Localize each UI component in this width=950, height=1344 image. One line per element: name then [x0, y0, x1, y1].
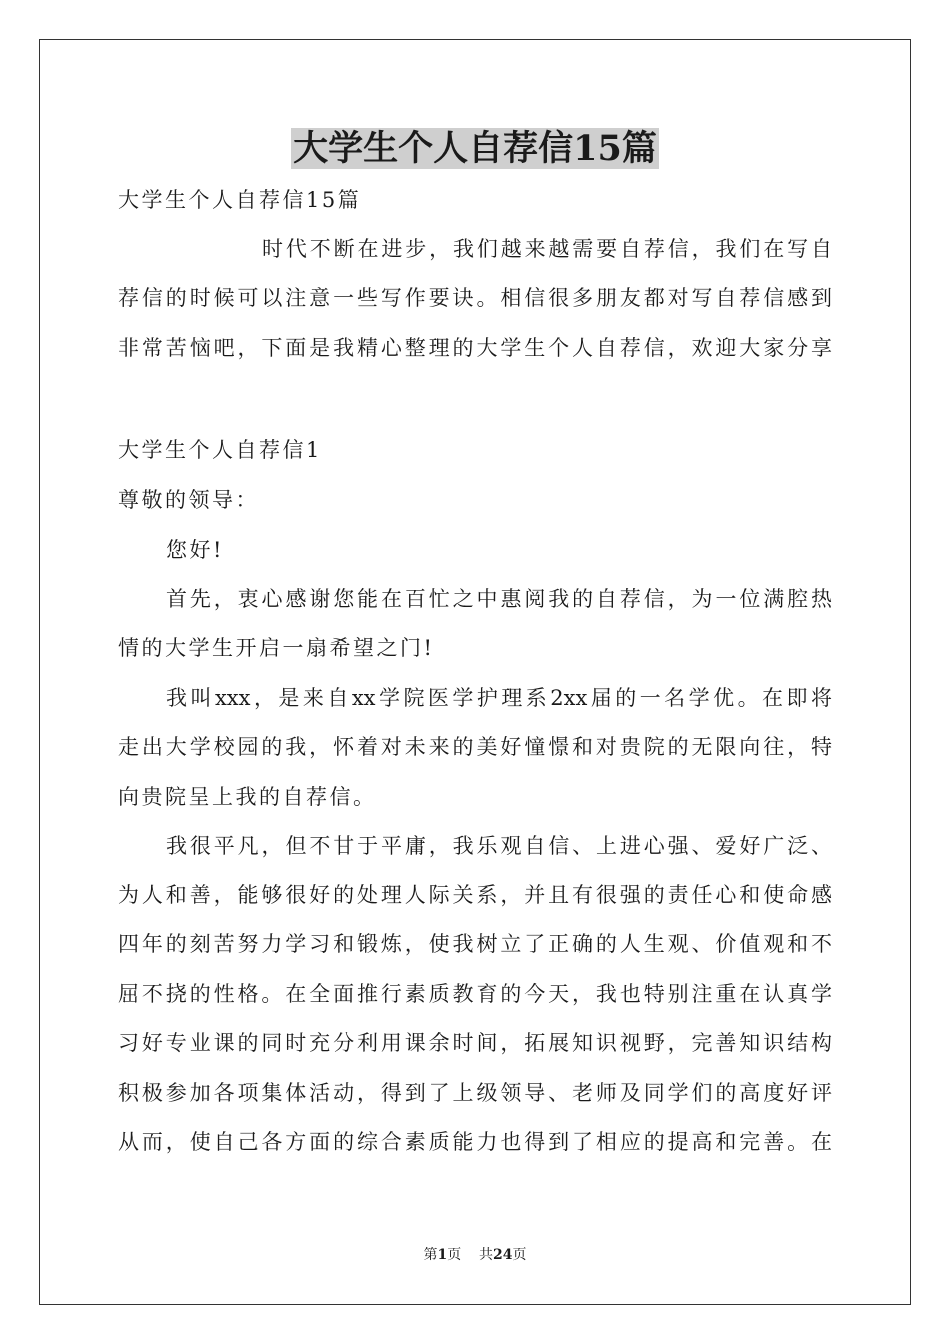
greeting: 您好! [166, 538, 224, 562]
paragraph-1-line-1: 首先，衷心感谢您能在百忙之中惠阅我的自荐信，为一位满腔热 [166, 587, 832, 611]
section-heading: 大学生个人自荐信1 [118, 438, 322, 462]
document-title-text: 大学生个人自荐信15篇 [293, 128, 657, 169]
paragraph-3-line-4: 屈不挠的性格。在全面推行素质教育的今天，我也特别注重在认真学 [118, 982, 832, 1006]
paragraph-2-line-1: 我叫xxx，是来自xx学院医学护理系2xx届的一名学优。在即将 [166, 686, 832, 710]
paragraph-3-line-6: 积极参加各项集体活动，得到了上级领导、老师及同学们的高度好评 [118, 1081, 832, 1105]
paragraph-1-line-2: 情的大学生开启一扇希望之门! [118, 636, 435, 660]
paragraph-3-line-1: 我很平凡，但不甘于平庸，我乐观自信、上进心强、爱好广泛、 [166, 834, 832, 858]
footer-page-suffix: 页 [447, 1247, 462, 1263]
paragraph-2-line-2: 走出大学校园的我，怀着对未来的美好憧憬和对贵院的无限向往，特 [118, 735, 832, 759]
page-footer [0, 1245, 950, 1265]
intro-line-1: 时代不断在进步，我们越来越需要自荐信，我们在写自 [262, 237, 832, 261]
document-title [0, 127, 950, 171]
intro-line-3: 非常苦恼吧，下面是我精心整理的大学生个人自荐信，欢迎大家分享 [118, 336, 832, 360]
footer-total-prefix: 共 [479, 1247, 494, 1263]
footer-page-number: 1 [437, 1247, 448, 1263]
footer-page-prefix: 第 [423, 1247, 438, 1263]
paragraph-3-line-5: 习好专业课的同时充分利用课余时间，拓展知识视野，完善知识结构 [118, 1031, 832, 1055]
intro-line-2: 荐信的时候可以注意一些写作要诀。相信很多朋友都对写自荐信感到 [118, 286, 832, 310]
paragraph-3-line-7: 从而，使自己各方面的综合素质能力也得到了相应的提高和完善。在 [118, 1130, 832, 1154]
page-border [39, 39, 911, 1305]
salutation: 尊敬的领导： [118, 488, 259, 512]
paragraph-2-line-3: 向贵院呈上我的自荐信。 [118, 785, 377, 809]
document-subtitle: 大学生个人自荐信15篇 [118, 188, 362, 212]
paragraph-3-line-3: 四年的刻苦努力学习和锻炼，使我树立了正确的人生观、价值观和不 [118, 932, 832, 956]
footer-total-pages: 24 [493, 1247, 513, 1263]
paragraph-3-line-2: 为人和善，能够很好的处理人际关系，并且有很强的责任心和使命感 [118, 883, 832, 907]
footer-total-suffix: 页 [512, 1247, 527, 1263]
